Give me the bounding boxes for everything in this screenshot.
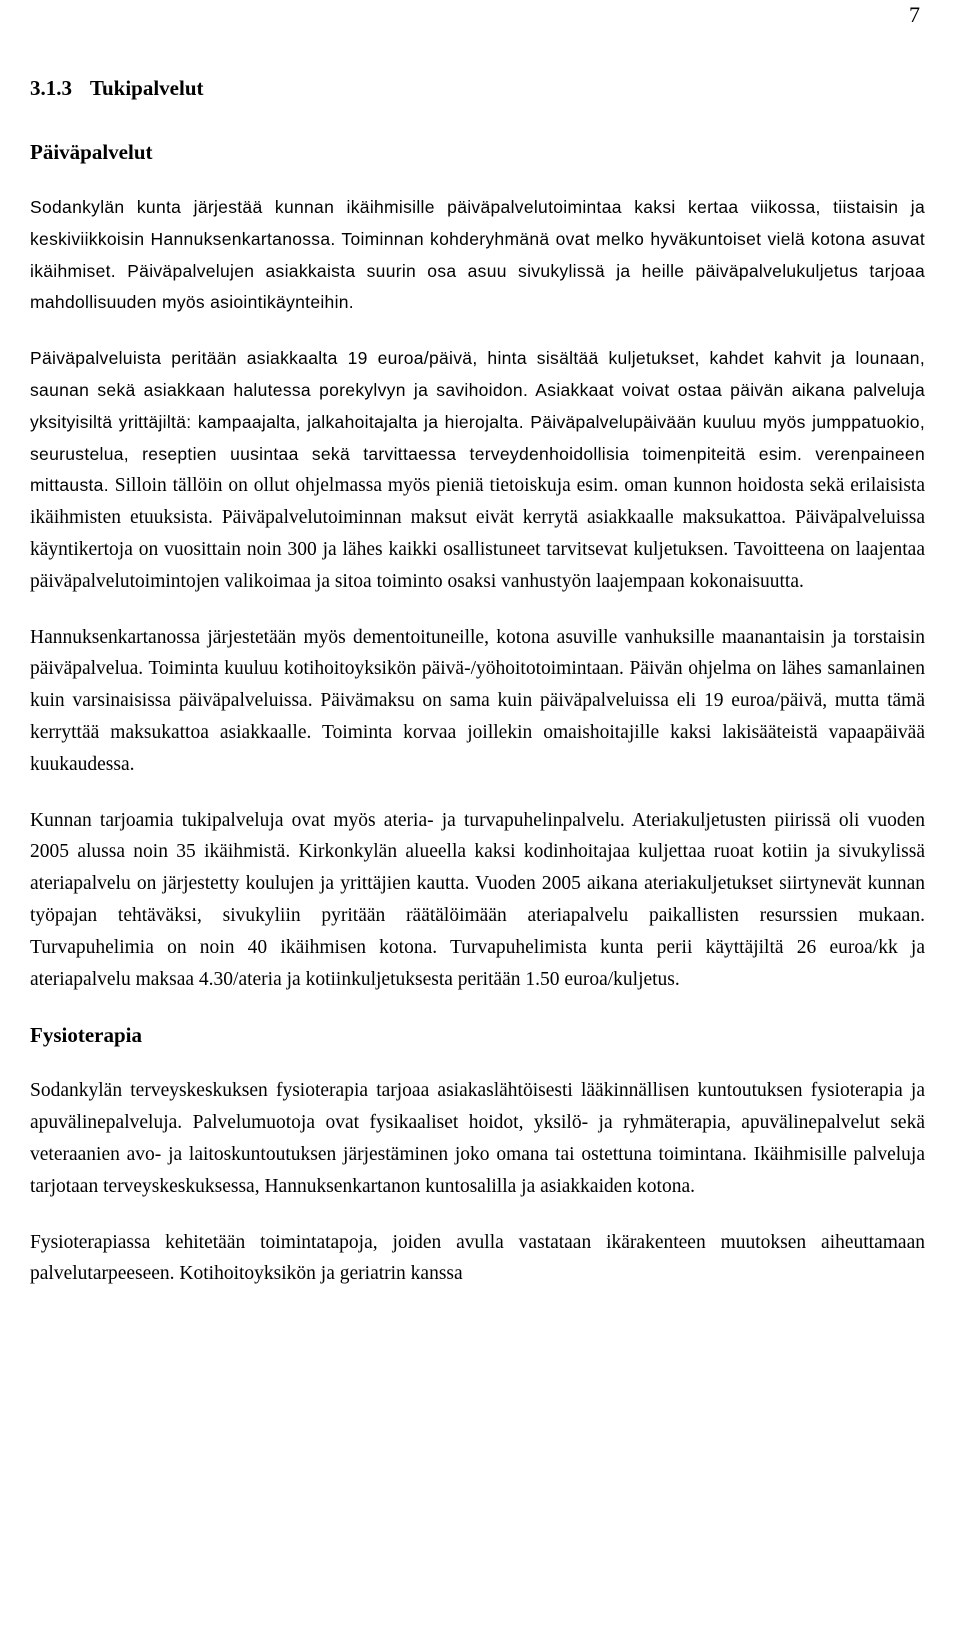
section-number: 3.1.3 xyxy=(30,76,72,100)
paragraph-fysioterapia-services: Sodankylän terveyskeskuksen fysioterapia tarjoaa asiakaslähtöisesti lääkinnällisen kuntoutuksen fysioterapia ja apuvälinepalveluja. Palvelumuotoja ovat fysikaaliset hoidot, yksilö- ja ryhmäterapia, apuvälinepalvelut sekä veteraanien avo- ja laitoskuntoutuksen järjestäminen joko omana tai ostettuna toimintana. Ikäihmisille palveluja tarjotaan terveyskeskuksessa, Hannuksenkartanon kuntosalilla ja asiakkaiden kotona. xyxy=(30,1080,925,1197)
subheading-fysioterapia: Fysioterapia xyxy=(30,1023,142,1048)
section-title: Tukipalvelut xyxy=(89,76,204,100)
paragraph-support-services: Kunnan tarjoamia tukipalveluja ovat myös ateria- ja turvapuhelinpalvelu. Ateriakuljetusten piirissä oli vuoden 2005 alussa noin 35 ikäihmistä. Kirkonkylän alueella kaksi kodinhoitajaa kuljettaa ruoat kotiin ja sivukylissä ateriapalvelu on järjestetty koulujen ja yrittäjien kautta. Vuoden 2005 aikana ateriakuljetukset siirtynevät kunnan työpajan tehtäväksi, sivukyliin pyritään räätälöimään ateriapalvelu paikallisten resurssien mukaan. Turvapuhelimia on noin 40 ikäihmisen kotona. Turvapuhelimista kunta perii käyttäjiltä 26 euroa/kk ja ateriapalvelu maksaa 4.30/ateria ja kotiinkuljetuksesta peritään 1.50 euroa/kuljetus. xyxy=(30,809,925,990)
page-number: 7 xyxy=(909,2,920,27)
subheading-paivapalvelut: Päiväpalvelut xyxy=(30,140,153,164)
paragraph-paivapalvelut-fees xyxy=(30,343,925,597)
section-heading xyxy=(30,72,925,104)
paragraph-fysioterapia-development: Fysioterapiassa kehitetään toimintatapoja, joiden avulla vastataan ikärakenteen muutoksen aiheuttamaan palvelutarpeeseen. Kotihoitoyksikön ja geriatrin kanssa xyxy=(30,1231,925,1285)
paragraph-fees-part-a: Päiväpalveluista peritään asiakkaalta 19 euroa/päivä, hinta sisältää kuljetukset, kahdet kahvit ja lounaan, saunan sekä asiakkaan halutessa porekylvyn ja savihoidon. Asiakkaat voivat ostaa päivän aikana palveluja yksityisiltä yrittäjiltä: kampaajalta, jalkahoitajalta ja hierojalta. Päiväpalvelupäivään kuuluu myös jumppatuokio, seurustelua, reseptien uusintaa sekä tarvittaessa terveydenhoidollisia toimenpiteitä esim. verenpaineen mittausta. xyxy=(30,348,925,496)
document-body xyxy=(30,72,925,1314)
paragraph-fees-part-b: Silloin tällöin on ollut ohjelmassa myös pieniä tietoiskuja esim. oman kunnon hoidosta sekä erilaisista ikäihmisten etuuksista. Päiväpalvelutoiminnan maksut eivät kerrytä asiakkaalle maksukattoa. Päiväpalveluissa käyntikertoja on vuosittain noin 300 ja lähes kaikki osallistuneet tarvitsevat kuljetuksen. Tavoitteena on laajentaa päiväpalvelutoimintojen valikoimaa ja sitoa toiminto osaksi vanhustyön laajempaan kokonaisuutta. xyxy=(30,475,925,592)
paragraph-dementia-service: Hannuksenkartanossa järjestetään myös dementoituneille, kotona asuville vanhuksille maanantaisin ja torstaisin päiväpalvelua. Toiminta kuuluu kotihoitoyksikön päivä-/yöhoitotoimintaan. Päivän ohjelma on lähes samanlainen kuin varsinaisissa päiväpalveluissa. Päivämaksu on sama kuin päiväpalveluissa eli 19 euroa/päivä, mutta tämä kerryttää maksukattoa asiakkaalle. Toiminta korvaa joillekin omaishoitajille kaksi lakisääteistä vapaapäivää kuukaudessa. xyxy=(30,626,925,775)
paragraph-paivapalvelut-intro: Sodankylän kunta järjestää kunnan ikäihmisille päiväpalvelutoimintaa kaksi kertaa viikossa, tiistaisin ja keskiviikkoisin Hannuksenkartanossa. Toiminnan kohderyhmänä ovat melko hyväkuntoiset vielä kotona asuvat ikäihmiset. Päiväpalvelujen asiakkaista suurin osa asuu sivukylissä ja heille päiväpalvelukuljetus tarjoaa mahdollisuuden myös asiointikäynteihin. xyxy=(30,197,925,313)
